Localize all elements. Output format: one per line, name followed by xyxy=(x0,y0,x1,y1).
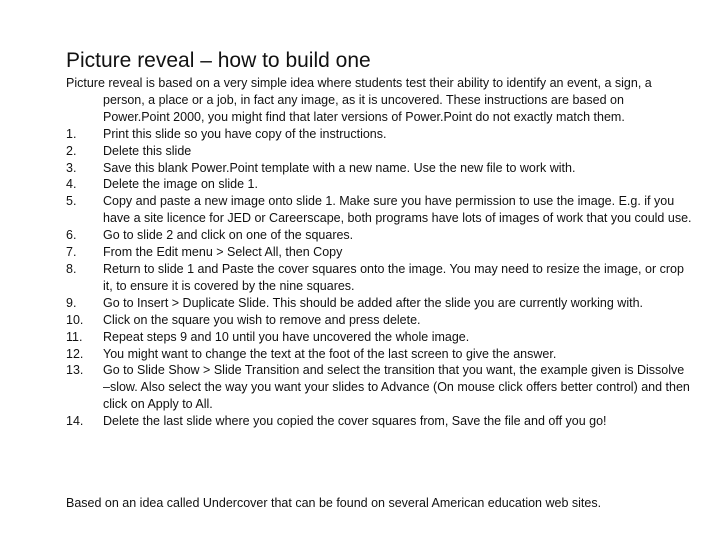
list-item xyxy=(66,193,694,227)
list-item xyxy=(66,329,694,346)
step-number: 6. xyxy=(66,228,77,243)
instruction-list xyxy=(66,126,694,430)
step-text: Save this blank Power.Point template with a new name. Use the new file to work with. xyxy=(103,160,576,175)
step-number: 3. xyxy=(66,160,77,175)
step-text: Return to slide 1 and Paste the cover squares onto the image. You may need to resize the image, or crop it, to ensure it is covered by the nine squares. xyxy=(103,261,684,293)
step-number: 10. xyxy=(66,312,84,327)
list-item xyxy=(66,261,694,295)
step-text: Delete this slide xyxy=(103,143,192,158)
step-number: 13. xyxy=(66,363,84,378)
step-text: Print this slide so you have copy of the instructions. xyxy=(103,126,387,141)
step-number: 14. xyxy=(66,414,84,429)
list-item xyxy=(66,227,694,244)
step-text: Delete the last slide where you copied the cover squares from, Save the file and off you go! xyxy=(103,414,607,429)
step-number: 12. xyxy=(66,346,84,361)
step-number: 4. xyxy=(66,177,77,192)
intro-paragraph: Picture reveal is based on a very simple idea where students test their ability to identify an event, a sign, a person, a place or a job, in fact any image, as it is uncovered. These instructions are based on Power.Point 2000, you might find that later versions of Power.Point do not exactly match them. xyxy=(66,76,652,124)
step-text: Delete the image on slide 1. xyxy=(103,177,258,192)
step-text: Click on the square you wish to remove and press delete. xyxy=(103,312,421,327)
list-item xyxy=(66,312,694,329)
step-number: 9. xyxy=(66,295,77,310)
step-number: 1. xyxy=(66,126,77,141)
list-item xyxy=(66,244,694,261)
slide-body xyxy=(66,75,694,430)
step-number: 5. xyxy=(66,194,77,209)
list-item xyxy=(66,126,694,143)
list-item xyxy=(66,413,694,430)
step-text: Repeat steps 9 and 10 until you have uncovered the whole image. xyxy=(103,329,470,344)
list-item xyxy=(66,362,694,413)
step-text: You might want to change the text at the foot of the last screen to give the answer. xyxy=(103,346,557,361)
slide-title: Picture reveal – how to build one xyxy=(66,49,371,72)
list-item xyxy=(66,160,694,177)
step-number: 11. xyxy=(66,329,83,344)
list-item xyxy=(66,143,694,160)
step-number: 8. xyxy=(66,261,77,276)
step-text: Copy and paste a new image onto slide 1. Make sure you have permission to use the image. E.g. if you have a site licence for JED or Careerscape, both programs have lots of images of work that you could use. xyxy=(103,194,692,226)
step-text: From the Edit menu > Select All, then Copy xyxy=(103,245,343,260)
list-item xyxy=(66,346,694,363)
step-number: 7. xyxy=(66,245,77,260)
step-text: Go to slide 2 and click on one of the squares. xyxy=(103,228,354,243)
footer-note: Based on an idea called Undercover that can be found on several American education web sites. xyxy=(66,496,602,510)
step-text: Go to Insert > Duplicate Slide. This should be added after the slide you are currently working with. xyxy=(103,295,643,310)
list-item xyxy=(66,295,694,312)
step-number: 2. xyxy=(66,143,77,158)
step-text: Go to Slide Show > Slide Transition and select the transition that you want, the example given is Dissolve –slow. Also select the way you want your slides to Advance (On mouse click offers better control) and then click on Apply to All. xyxy=(103,363,690,412)
list-item xyxy=(66,176,694,193)
